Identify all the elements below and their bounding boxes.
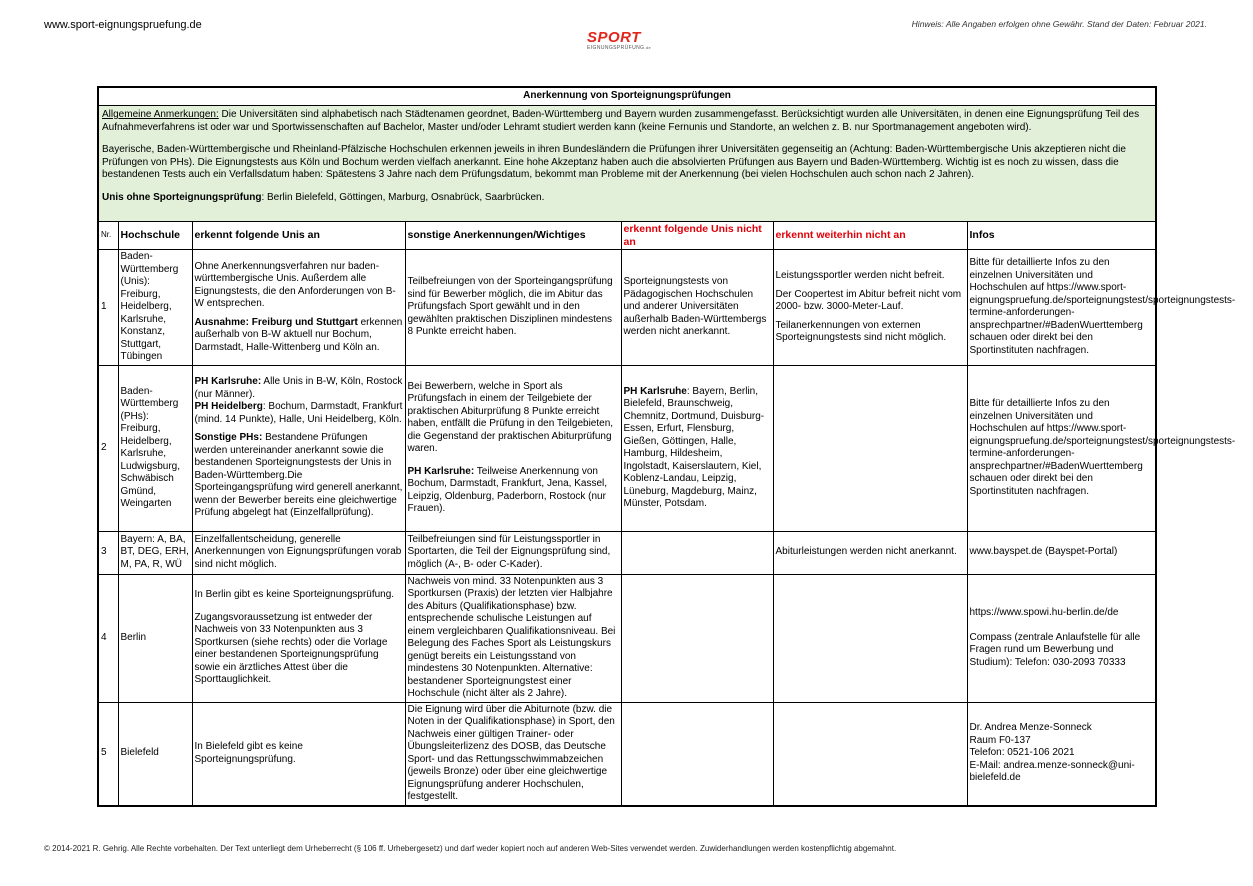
header-url: www.sport-eignungspruefung.de bbox=[44, 19, 202, 31]
copyright-footer: © 2014-2021 R. Gehrig. Alle Rechte vorbehalten. Der Text unterliegt dem Urheberrecht (§ 106 ff. Urhebergesetz) und darf weder kopiert noch auf anderen Web-Sites verwendet werden. Zuwiderhandlungen werden kostenpflichtig abgemahnt. bbox=[44, 844, 897, 853]
table-row bbox=[98, 574, 1156, 702]
sonstige-phs-text: Bestandene Prüfungen werden untereinander anerkannt sowie die bestandenen Sporteignungstests der Unis in Baden-Württemberg.Die Sporteingangsprüfung wird generell anerkannt, wenn der Bewerber bereits eine gleichwertige Prüfung abgelegt hat (Einzelfallprüfung). bbox=[194, 432, 403, 519]
col-header-weiterhin: erkennt weiterhin nicht an bbox=[773, 222, 967, 250]
anerkennt-paragraph-2: Zugangsvoraussetzung ist entweder der Nachweis von 33 Notenpunkten aus 3 Sportkursen (siehe rechts) oder die Vorlage einer bestandenen Sporteignungsprüfung sowie ein ärztliches Attest über die Sporttauglichkeit. bbox=[194, 611, 388, 686]
nicht-an-cell bbox=[621, 365, 773, 531]
sonstige-phs-line bbox=[195, 432, 403, 520]
infos-contact: Compass (zentrale Anlaufstelle für alle Fragen rund um Bewerbung und Studium): Telefon: 030-2093 70333 bbox=[969, 631, 1141, 668]
row-number: 4 bbox=[98, 574, 118, 702]
infos-cell: www.bayspet.de (Bayspet-Portal) bbox=[967, 531, 1156, 574]
hochschule-cell: Baden-Württemberg (Unis): Freiburg, Heidelberg, Karlsruhe, Konstanz, Stuttgart, Tübingen bbox=[118, 250, 192, 366]
notes-label: Allgemeine Anmerkungen: bbox=[102, 109, 219, 120]
infos-cell: Bitte für detaillierte Infos zu den einzelnen Universitäten und Hochschulen auf https://www.sport-eignungspruefung.de/sporteignungstest/sporteignungstests-termine-anforderungen-ansprechpartner/#BadenWuerttemberg schauen oder direkt bei den Sportinstituten nachfragen. bbox=[967, 250, 1156, 366]
row-number: 1 bbox=[98, 250, 118, 366]
ph-karlsruhe-text: Alle Unis in B-W, Köln, Rostock (nur Männer). bbox=[194, 376, 403, 400]
anerkennt-paragraph: Ohne Anerkennungsverfahren nur baden-württembergische Unis. Außerdem alle Eignungstests, die den Anforderungen von B-W entsprechen. bbox=[194, 260, 396, 309]
table-row bbox=[98, 250, 1156, 366]
weiterhin-paragraph-3: Teilanerkennungen von externen Sporteignungstests sind nicht möglich. bbox=[775, 319, 947, 343]
col-header-nr: Nr. bbox=[98, 222, 118, 250]
recognition-table bbox=[97, 86, 1236, 807]
sonstige-phs-label: Sonstige PHs: bbox=[194, 432, 263, 444]
sonstige-cell: Teilbefreiungen von der Sporteingangsprüfung sind für Bewerber möglich, die im Abitur das Prüfungsfach Sport gewählt und in den gewählten praktischen Disziplinen mindestens 8 Punkte erreicht haben. bbox=[405, 250, 621, 366]
nicht-an-cell: Sporteignungstests von Pädagogischen Hochschulen und anderer Universitäten außerhalb Baden-Württembergs werden nicht anerkannt. bbox=[621, 250, 773, 366]
weiterhin-cell bbox=[773, 250, 967, 366]
nicht-an-cell bbox=[621, 574, 773, 702]
col-header-anerkennt: erkennt folgende Unis an bbox=[192, 222, 405, 250]
contact-email: E-Mail: andrea.menze-sonneck@uni-bielefeld.de bbox=[969, 759, 1135, 784]
sonstige-cell: Teilbefreiungen sind für Leistungssportler in Sportarten, die Teil der Eignungsprüfung sind, möglich (A-, B- oder C-Kader). bbox=[405, 531, 621, 574]
notes-text-1: Die Universitäten sind alphabetisch nach Städtenamen geordnet, Baden-Württemberg und Bayern wurden zusammengefasst. Berücksichtigt wurden alle Universitäten, in denen eine Eignungsprüfung Teil des Aufnahmeverfahrens ist oder war und Sportwissenschaften auf Bachelor, Master und/oder Lehramt studiert werden kann (keine Fernunis und Standorte, an welchen z. B. nur Sportmanagement angeboten wird). bbox=[102, 109, 1140, 133]
disclaimer-note: Hinweis: Alle Angaben erfolgen ohne Gewähr. Stand der Daten: Februar 2021. bbox=[911, 19, 1207, 29]
anerkennt-cell bbox=[192, 574, 405, 702]
logo-sub-suffix: .de bbox=[644, 45, 652, 50]
hochschule-cell: Baden-Württemberg (PHs): Freiburg, Heidelberg, Karlsruhe, Ludwigsburg, Schwäbisch Gmünd, Weingarten bbox=[118, 365, 192, 531]
sonstige-paragraph-1: Bei Bewerbern, welche in Sport als Prüfungsfach in einem der Teilgebiete der praktischen Abiturprüfung 8 Punkte erreicht haben, entfällt die Prüfung in den Teilgebieten, die Gegenstand der praktischen Abiturprüfung waren. bbox=[407, 380, 614, 454]
notes-row bbox=[98, 106, 1156, 222]
notes-paragraph-1 bbox=[102, 109, 1152, 134]
sonstige-cell: Nachweis von mind. 33 Notenpunkten aus 3 Sportkursen (Praxis) der letzten vier Halbjahre des Abiturs (Qualifikationsphase) bzw. entsprechende schulische Leistungen auf einem vergleichbaren Qualifikationsniveau. Bei Belegung des Faches Sport als Leistungskurs genügt bereits ein Leistungsstand von mindestens 30 Notenpunkten. Alternative: bestandener Sporteignungstest einer Hochschule (nicht älter als 2 Jahre). bbox=[405, 574, 621, 702]
notes-paragraph-2: Bayerische, Baden-Württembergische und Rheinland-Pfälzische Hochschulen erkennen jeweils in ihren Bundesländern die Prüfungen ihrer Universitäten gegenseitig an (Achtung: Baden-Württembergische Unis akzeptieren nicht die Prüfungen von PHs). Die Eignungstests aus Köln und Bochum werden vielfach anerkannt. Eine hohe Akzeptanz haben auch die absolvierten Prüfungen aus Bayern und Baden-Württemberg. Wichtig ist es noch zu wissen, dass die bestandenen Tests auch ein Verfallsdatum haben: Spätestens 3 Jahre nach dem Prüfungsdatum, bekommt man Probleme mit der Anerkennung (bei vielen Hochschulen auch schon nach 2 Jahren). bbox=[102, 144, 1126, 180]
anerkennt-paragraph-1: In Berlin gibt es keine Sporteignungsprüfung. bbox=[194, 589, 395, 601]
weiterhin-cell bbox=[773, 574, 967, 702]
weiterhin-paragraph-1: Leistungssportler werden nicht befreit. bbox=[775, 270, 945, 281]
ph-heidelberg-line bbox=[195, 401, 403, 426]
unis-without-text: : Berlin Bielefeld, Göttingen, Marburg, Osnabrück, Saarbrücken. bbox=[261, 191, 545, 203]
weiterhin-cell bbox=[773, 365, 967, 531]
ph-karlsruhe-label: PH Karlsruhe: bbox=[407, 465, 475, 477]
exception-label: Ausnahme: Freiburg und Stuttgart bbox=[194, 316, 358, 328]
hochschule-cell: Berlin bbox=[118, 574, 192, 702]
col-header-sonstige: sonstige Anerkennungen/Wichtiges bbox=[405, 222, 621, 250]
infos-cell bbox=[967, 574, 1156, 702]
anerkennt-cell: In Bielefeld gibt es keine Sporteignungsprüfung. bbox=[192, 702, 405, 806]
anerkennt-cell bbox=[192, 365, 405, 531]
unis-without-label: Unis ohne Sporteignungsprüfung bbox=[102, 191, 262, 203]
nicht-an-cell bbox=[621, 702, 773, 806]
contact-name: Dr. Andrea Menze-Sonneck bbox=[969, 722, 1092, 734]
col-header-infos: Infos bbox=[967, 222, 1156, 250]
sonstige-paragraph-2 bbox=[408, 466, 619, 516]
ph-karlsruhe-label: PH Karlsruhe: bbox=[194, 376, 262, 388]
notes-paragraph-3 bbox=[102, 192, 1152, 205]
hochschule-cell: Bayern: A, BA, BT, DEG, ERH, M, PA, R, WÜ bbox=[118, 531, 192, 574]
table-row bbox=[98, 365, 1156, 531]
col-header-nicht-an: erkennt folgende Unis nicht an bbox=[621, 222, 773, 250]
infos-url: https://www.spowi.hu-berlin.de/de bbox=[969, 607, 1119, 618]
ph-heidelberg-label: PH Heidelberg bbox=[194, 401, 263, 413]
ph-heidelberg-text: : Bochum, Darmstadt, Frankfurt (mind. 14 Punkte), Halle, Uni Heidelberg, Köln. bbox=[194, 401, 403, 425]
anerkennt-cell bbox=[192, 250, 405, 366]
table-row bbox=[98, 531, 1156, 574]
hochschule-cell: Bielefeld bbox=[118, 702, 192, 806]
table-row bbox=[98, 702, 1156, 806]
sonstige-cell bbox=[405, 365, 621, 531]
row-number: 5 bbox=[98, 702, 118, 806]
general-notes bbox=[98, 106, 1156, 222]
logo-sub-text bbox=[587, 45, 669, 51]
logo-sub-word: EIGNUNGSPRÜFUNG bbox=[587, 45, 645, 51]
row-number: 3 bbox=[98, 531, 118, 574]
nicht-an-cell bbox=[621, 531, 773, 574]
ph-karlsruhe-line bbox=[195, 376, 403, 401]
column-header-row bbox=[98, 222, 1156, 250]
col-header-hochschule: Hochschule bbox=[118, 222, 192, 250]
exception-text: erkennen außerhalb von B-W aktuell nur Bochum, Darmstadt, Halle-Wittenberg und Köln an. bbox=[194, 316, 403, 353]
anerkennt-exception bbox=[195, 317, 403, 355]
contact-room: Raum F0-137 bbox=[969, 734, 1031, 746]
logo-main-text: SPORT bbox=[587, 29, 641, 46]
weiterhin-cell: Abiturleistungen werden nicht anerkannt. bbox=[773, 531, 967, 574]
contact-phone: Telefon: 0521-106 2021 bbox=[969, 747, 1075, 759]
sonstige-cell: Die Eignung wird über die Abiturnote (bzw. die Noten in der Qualifikationsphase) in Sport, den Nachweis einer gültigen Trainer- oder Übungsleiterlizenz des DOSB, das Deutsche Sport- und das Rettungsschwimmabzeichen (jeweils Bronze) oder über eine gleichwertige Eignungsprüfung anderer Hochschulen, festgestellt. bbox=[405, 702, 621, 806]
weiterhin-paragraph-2: Der Coopertest im Abitur befreit nicht vom 2000- bzw. 3000-Meter-Lauf. bbox=[775, 288, 962, 312]
table-title: Anerkennung von Sporteignungsprüfungen bbox=[98, 87, 1156, 106]
infos-cell bbox=[967, 702, 1156, 806]
ph-karlsruhe-text: Teilweise Anerkennung von Bochum, Darmstadt, Frankfurt, Jena, Kassel, Leipzig, Oldenburg, Paderborn, Rostock (nur Frauen). bbox=[407, 465, 608, 514]
ph-karlsruhe-label: PH Karlsruhe bbox=[623, 385, 687, 397]
row-number: 2 bbox=[98, 365, 118, 531]
infos-cell: Bitte für detaillierte Infos zu den einzelnen Universitäten und Hochschulen auf https://www.sport-eignungspruefung.de/sporteignungstest/sporteignungstests-termine-anforderungen-ansprechpartner/#BadenWuerttemberg schauen oder direkt bei den Sportinstituten nachfragen. bbox=[967, 365, 1156, 531]
title-row bbox=[98, 87, 1156, 106]
weiterhin-cell bbox=[773, 702, 967, 806]
anerkennt-cell: Einzelfallentscheidung, generelle Anerkennungen von Eignungsprüfungen vorab sind nicht möglich. bbox=[192, 531, 405, 574]
sport-logo bbox=[587, 31, 669, 55]
nicht-an-text: : Bayern, Berlin, Bielefeld, Braunschweig, Chemnitz, Dortmund, Duisburg-Essen, Erfurt, Flensburg, Gießen, Göttingen, Halle, Hamburg, Hildesheim, Ingolstadt, Kaiserslautern, Kiel, Koblenz-Landau, Leipzig, Lüneburg, Magdeburg, Mainz, Münster, Potsdam. bbox=[623, 385, 765, 509]
